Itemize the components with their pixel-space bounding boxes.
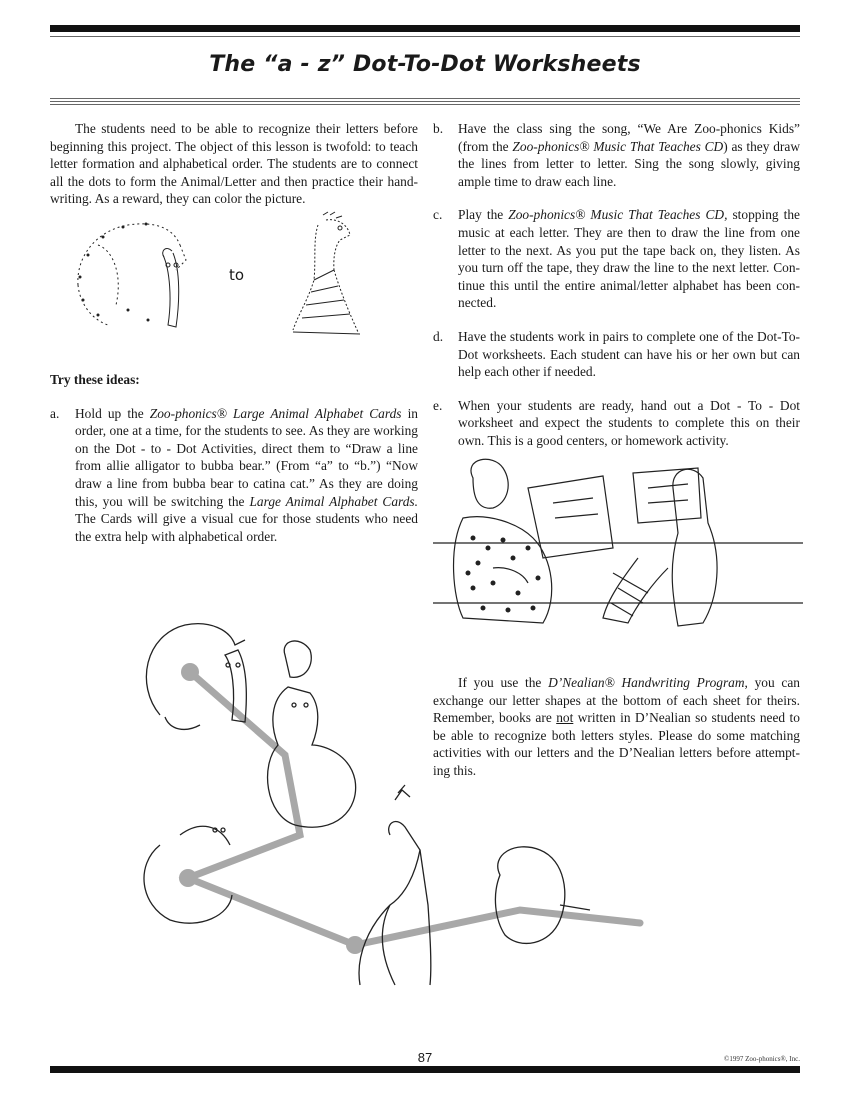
idea-c-emph-1: Zoo-phonics® Music That Teaches CD, [508, 207, 728, 223]
idea-item-c [433, 206, 800, 312]
top-rule [50, 25, 800, 32]
idea-label-b: b. [433, 121, 444, 136]
idea-item-d [433, 328, 800, 381]
idea-item-e [433, 397, 800, 450]
idea-label-a: a. [50, 405, 60, 421]
title-underrule-3 [50, 104, 800, 105]
idea-item-a [50, 405, 418, 546]
ideas-column-right [433, 120, 800, 450]
dnealian-text-3: written in D’Nealian so students need to be able to recognize both letters styles. Please do some matching activities with our letters and the D’Nealian letters before attempt-ing this. [433, 710, 800, 778]
idea-a-text-1: Hold up the [75, 405, 150, 421]
idea-b-emph-1: Zoo-phonics® Music That Teaches CD [512, 138, 724, 154]
dnealian-text-2: , you can exchange our letter shapes at the bottom of each sheet for theirs. Remember, books are [433, 675, 800, 726]
page-title: The “a - z” Dot-To-Dot Worksheets [209, 52, 641, 77]
idea-label-c: c. [433, 207, 443, 223]
dnealian-text-1: If you use the [458, 675, 549, 690]
animal-alphabet-path-illustration [120, 605, 660, 1005]
intro-paragraph: The students need to be able to recognize their letters before beginning this project. The object of this lesson is twofold: to teach letter formation and alphabetical order. The students are to connect all the dots to form the Animal/Letter and then practice their hand-writing. As a reward, they can color the picture. [50, 121, 418, 207]
idea-a-text-4: The Cards will give a visual cue for those students who need the extra help with alphabetical order. [75, 511, 418, 544]
to-label: to [229, 266, 245, 284]
dnealian-emph-1: D’Nealian® Handwriting Program [548, 675, 745, 690]
idea-label-d: d. [433, 328, 444, 344]
idea-d-text: Have the students work in pairs to complete one of the Dot-To-Dot worksheets. Each student can have his or her own but can help each other if needed. [458, 328, 800, 380]
title-underrule-1 [50, 98, 800, 99]
bottom-rule [50, 1066, 800, 1073]
page-number: 87 [417, 1050, 433, 1065]
idea-e-text: When your students are ready, hand out a Dot - To - Dot worksheet and expect the students to complete this on their own. This is a good centers, or homework activity. [458, 397, 800, 448]
dot-to-dot-zebra-illustration [278, 210, 373, 340]
ideas-heading: Try these ideas: [50, 372, 140, 387]
idea-b-text-2: ) as they draw the lines from letter to letter. Sing the song slowly, giving ample time to draw each line. [458, 138, 801, 189]
idea-a-text-3: in order, one at a time, for the students to see. As they are working on the Dot - to - Dot Activities, direct them to “Draw a line from allie alligator to bubba bear.” (From “a” to “b.”) “Now draw a line from bubba bear to catina cat.” As they are doing this, you will be switching the [75, 405, 418, 509]
top-subrule [50, 36, 800, 37]
idea-label-e: e. [433, 397, 443, 413]
intro-column [50, 120, 418, 208]
dnealian-underline: not [556, 710, 574, 726]
idea-c-text-2: stopping the music at each letter. They are then to draw the line from one letter to the next. As you put the tape back on, they listen. As you turn off the tape, they draw the line to the next letter. Con-tinue this until the entire animal/letter alphabet has been con-nected. [458, 207, 800, 311]
idea-a-emph-2: Large Animal Alphabet Cards [232, 405, 402, 421]
ideas-column [50, 371, 418, 545]
idea-item-b [433, 120, 800, 190]
idea-a-emph-1: Zoo-phonics® [149, 405, 227, 421]
idea-a-emph-3: Large Animal Alphabet Cards. [249, 493, 418, 509]
copyright-notice: ©1997 Zoo-phonics®, Inc. [724, 1055, 800, 1063]
dot-to-dot-alligator-illustration [68, 215, 208, 335]
idea-b-text-1: Have the class sing the song, “We Are Zoo-phonics Kids” (from the [458, 121, 800, 154]
idea-c-text-1: Play the [458, 207, 509, 223]
title-underrule-2 [50, 101, 800, 102]
